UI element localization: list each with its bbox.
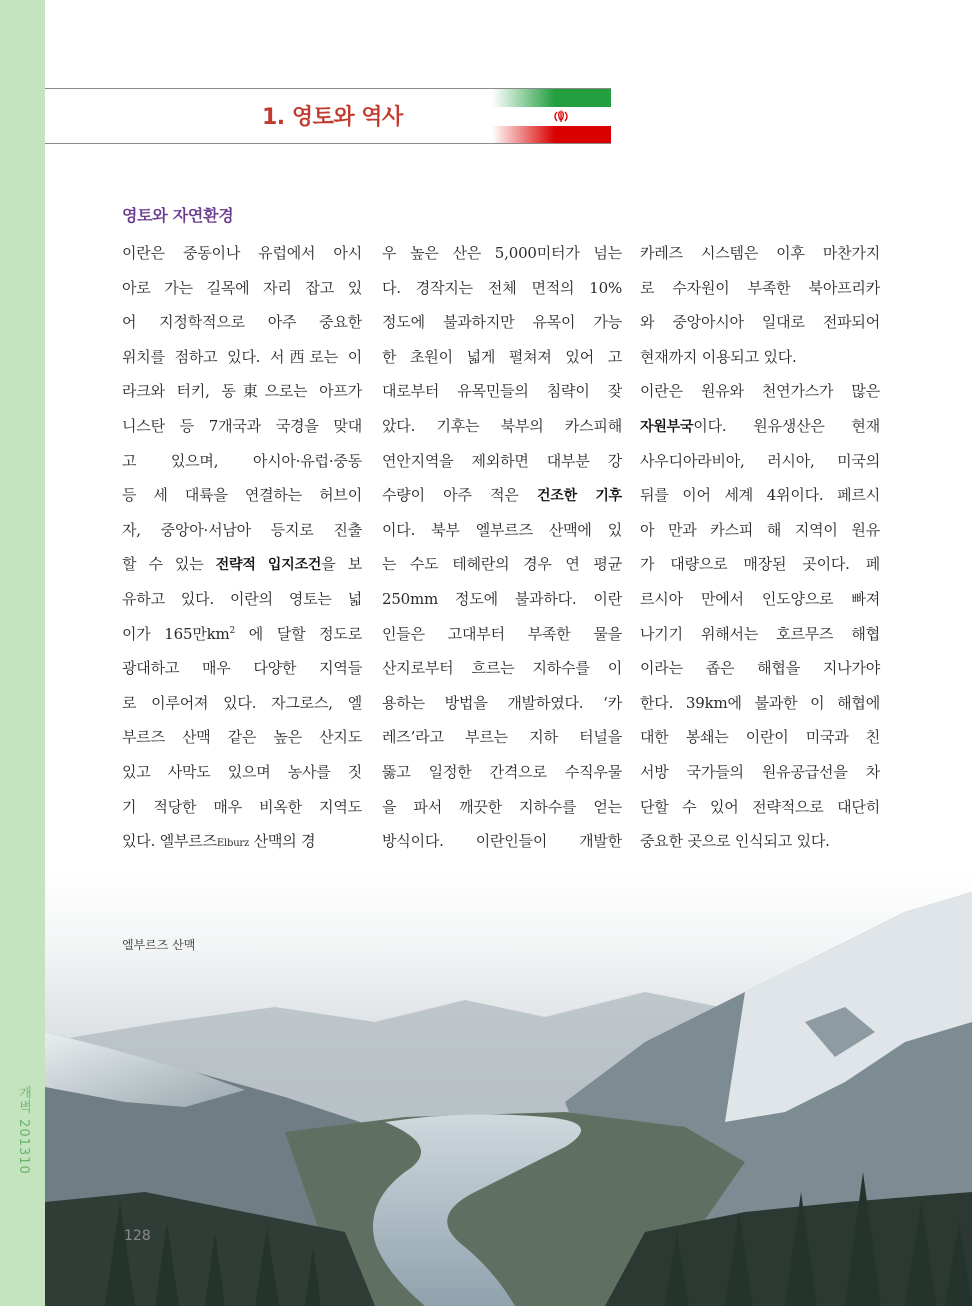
- body-text-line: [122, 824, 362, 859]
- body-text-line: 레즈’라고 부르는 지하 터널을: [382, 728, 622, 747]
- body-text-line: [122, 547, 362, 582]
- body-text-line: 로 수자원이 부족한 북아프리카: [640, 278, 880, 297]
- body-text-line: 용하는 방법을 개발하였다. ‘카: [382, 693, 622, 712]
- body-text-line: 중요한 곳으로 인식되고 있다.: [640, 832, 830, 851]
- body-text-line: 을 파서 깨끗한 지하수를 얻는: [382, 797, 622, 816]
- body-text-line: 다. 경작지는 전체 면적의 10%: [382, 278, 622, 297]
- body-text-line: 나기기 위해서는 호르무즈 해협: [640, 624, 880, 643]
- photo-caption: 엘부르즈 산맥: [122, 938, 196, 952]
- body-text-line: 이란은 중동이나 유럽에서 아시: [122, 244, 362, 262]
- text-column-2: [382, 236, 622, 859]
- flag-fade-overlay: [485, 89, 555, 144]
- body-text-line: 니스탄 등 7개국과 국경을 맞대: [122, 416, 362, 435]
- body-text-line: [122, 617, 362, 652]
- text-run: 있다. 엘부르즈: [122, 832, 217, 851]
- body-text-line: 정도에 불과하지만 유목이 가능: [382, 313, 622, 332]
- body-text-line: 이다. 북부 엘부르즈 산맥에 있: [382, 520, 622, 539]
- text-run: 할 수 있는: [122, 555, 216, 574]
- body-text-line: 이란은 원유와 천연가스가 많은: [640, 382, 880, 401]
- text-column-1: [122, 236, 362, 859]
- body-text-line: 사우디아라비아, 러시아, 미국의: [640, 451, 880, 470]
- text-column-3: [640, 236, 880, 859]
- body-text-line: 한 초원이 넓게 펼쳐져 있어 고: [382, 347, 622, 366]
- body-text-line: 인들은 고대부터 부족한 물을: [382, 624, 622, 643]
- body-text-line: 광대하고 매우 다양한 지역들: [122, 659, 362, 678]
- body-text-line: 고 있으며, 아시아·유럽·중동: [122, 451, 362, 470]
- chapter-header: [45, 88, 611, 144]
- body-text-line: 뚫고 일정한 간격으로 수직우물: [382, 762, 622, 781]
- body-text-line: 가 대량으로 매장된 곳이다. 페: [640, 555, 880, 574]
- body-text-line: 우 높은 산은 5,000미터가 넘는: [382, 244, 622, 262]
- body-text-line: 아로 가는 길목에 자리 잡고 있: [122, 278, 362, 297]
- body-text-line: 어 지정학적으로 아주 중요한: [122, 313, 362, 332]
- text-run: 산맥의 경: [249, 832, 316, 851]
- body-text-line: 카레즈 시스템은 이후 마찬가지: [640, 244, 880, 262]
- body-text-line: 로 이루어져 있다. 자그로스, 엘: [122, 693, 362, 712]
- text-run: 이다. 원유생산은 현재: [693, 416, 880, 435]
- text-run: 을 보: [321, 555, 362, 574]
- body-text-line: 르시아 만에서 인도양으로 빠져: [640, 589, 880, 608]
- body-text-line: 아 만과 카스피 해 지역이 원유: [640, 520, 880, 539]
- chapter-title: 1. 영토와 역사: [262, 105, 403, 130]
- body-text-line: 단할 수 있어 전략적으로 대단히: [640, 797, 880, 816]
- body-text-line: 기 적당한 매우 비옥한 지역도: [122, 797, 362, 816]
- bold-keyword: 자원부국: [640, 418, 694, 435]
- superscript: 2: [229, 625, 236, 636]
- body-text-line: 있고 사막도 있으며 농사를 짓: [122, 762, 362, 781]
- body-text-line: 자, 중앙아·서남아 등지로 진출: [122, 520, 362, 539]
- body-text-line: 서방 국가들의 원유공급선을 차: [640, 762, 880, 781]
- inline-gloss: Elburz: [216, 838, 250, 850]
- text-run: 수량이 아주 적은: [382, 486, 537, 505]
- body-text-line: 라크와 터키, 동東으로는 아프가: [122, 382, 362, 401]
- body-text-line: 대한 봉쇄는 이란이 미국과 친: [640, 728, 880, 747]
- body-text-line: 위치를 점하고 있다. 서西로는 이: [122, 347, 362, 366]
- section-heading: 영토와 자연환경: [122, 206, 234, 225]
- body-text-line: 는 수도 테헤란의 경우 연 평균: [382, 555, 622, 574]
- body-text-line: [640, 409, 880, 444]
- page-number: 128: [124, 1228, 151, 1244]
- text-run: 에 달할 정도로: [235, 624, 362, 643]
- text-run: 이가 165만km: [122, 624, 230, 643]
- body-text-line: 한다. 39km에 불과한 이 해협에: [640, 693, 880, 712]
- bold-keyword: 건조한 기후: [536, 488, 622, 505]
- body-text-line: 와 중앙아시아 일대로 전파되어: [640, 313, 880, 332]
- body-text-line: 연안지역을 제외하면 대부분 강: [382, 451, 622, 470]
- page-sidebar: [0, 0, 45, 1306]
- body-text-line: 산지로부터 흐르는 지하수를 이: [382, 659, 622, 678]
- bold-keyword: 전략적 입지조건: [215, 557, 322, 574]
- body-text-line: 유하고 있다. 이란의 영토는 넓: [122, 589, 362, 608]
- body-text-line: [382, 478, 622, 513]
- body-text-line: 뒤를 이어 세계 4위이다. 페르시: [640, 486, 880, 505]
- body-text-line: 현재까지 이용되고 있다.: [640, 347, 797, 366]
- body-text-line: 부르즈 산맥 같은 높은 산지도: [122, 728, 362, 747]
- body-text-line: 이라는 좁은 해협을 지나가야: [640, 659, 880, 678]
- body-text-line: 대로부터 유목민들의 침략이 잦: [382, 382, 622, 401]
- body-text-line: 방식이다. 이란인들이 개발한: [382, 832, 622, 851]
- magazine-issue-label: 개벽 201310: [16, 1086, 31, 1175]
- body-text-line: 았다. 기후는 북부의 카스피해: [382, 416, 622, 435]
- body-text-line: 250mm 정도에 불과하다. 이란: [382, 589, 622, 608]
- body-text-line: 등 세 대륙을 연결하는 허브이: [122, 486, 362, 505]
